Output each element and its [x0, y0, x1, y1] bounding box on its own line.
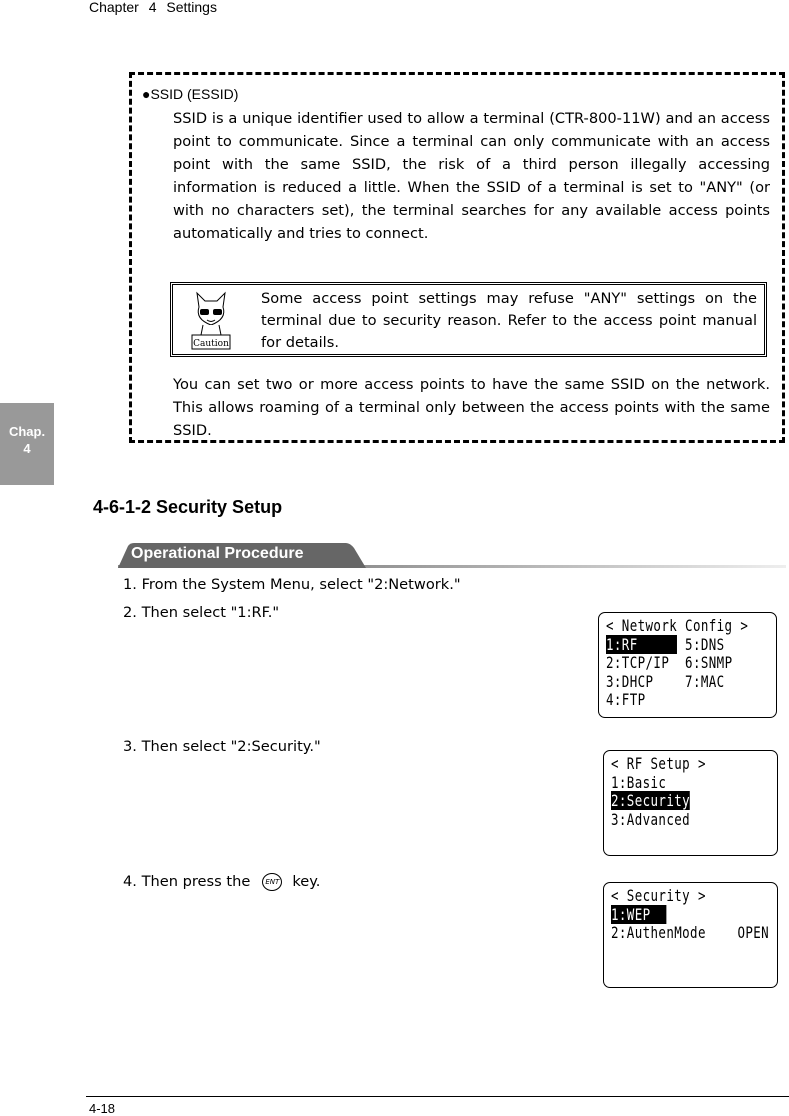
lcd-item: 2:AuthenMode OPEN: [611, 923, 770, 942]
step-4: [123, 873, 320, 891]
roaming-paragraph: You can set two or more access points to have the same SSID on the network. This allows roaming of a terminal only between the access points with the same SSID.: [173, 376, 770, 439]
ssid-title: ●SSID (ESSID): [142, 86, 239, 102]
caution-text: Some access point settings may refuse "ANY" settings on the terminal due to security reason. Refer to the access point manual for details.: [261, 290, 757, 351]
lcd-title: < Security >: [611, 886, 706, 905]
svg-text:Caution: Caution: [193, 339, 229, 349]
lcd-item: 2:TCP/IP: [606, 653, 678, 672]
header-section: Settings: [166, 0, 217, 15]
step-1: 1. From the System Menu, select "2:Network.": [123, 576, 461, 593]
lcd-item-selected: 1:RF: [606, 634, 678, 654]
chapter-tab-label: Chap.: [8, 424, 46, 439]
lcd-item: 6:SNMP: [685, 653, 733, 672]
lcd-item: 7:MAC: [685, 671, 725, 691]
chapter-tab: [0, 403, 54, 485]
lcd-rf-setup: [603, 750, 778, 856]
caution-cat-icon: [189, 289, 233, 353]
lcd-item: 1:Basic: [611, 772, 667, 792]
lcd-item: 4:FTP: [606, 690, 646, 709]
header-chapter: Chapter 4: [89, 0, 157, 15]
page-number: 4-18: [89, 1101, 116, 1116]
footer-rule: [86, 1096, 789, 1097]
step-2: 2. Then select "1:RF.": [123, 604, 280, 621]
lcd-item: 3:Advanced: [611, 809, 691, 829]
lcd-item: 3:DHCP: [606, 671, 678, 691]
lcd-item: 5:DNS: [685, 634, 725, 654]
lcd-title: < RF Setup >: [611, 754, 706, 773]
procedure-banner: [118, 543, 786, 569]
ent-key-icon: ENT: [262, 873, 282, 891]
section-heading: 4-6-1-2 Security Setup: [93, 497, 283, 517]
lcd-security: [603, 882, 778, 988]
chapter-tab-number: 4: [23, 441, 31, 456]
lcd-item-selected: 1:WEP: [611, 904, 667, 924]
lcd-title: < Network Config >: [606, 616, 749, 635]
lcd-network-config: [598, 612, 777, 718]
step-4-text: 4. Then press the: [123, 873, 251, 890]
lcd-item-selected: 2:Security: [611, 791, 691, 810]
page-header: [89, 0, 217, 15]
step-3: 3. Then select "2:Security.": [123, 738, 321, 755]
ssid-paragraph: SSID is a unique identifier used to allow a terminal (CTR-800-11W) and an access point to communicate. Since a terminal can only communicate with an access point with the same SSID, the risk of a third person illegally accessing information is reduced a little. When the SSID of a terminal is set to "ANY" (or with no characters set), the terminal searches for any available access points automatically and tries to connect.: [173, 110, 770, 242]
step-4-text-end: key.: [292, 873, 321, 890]
procedure-banner-label: Operational Procedure: [131, 545, 304, 562]
caution-box: [170, 282, 767, 357]
